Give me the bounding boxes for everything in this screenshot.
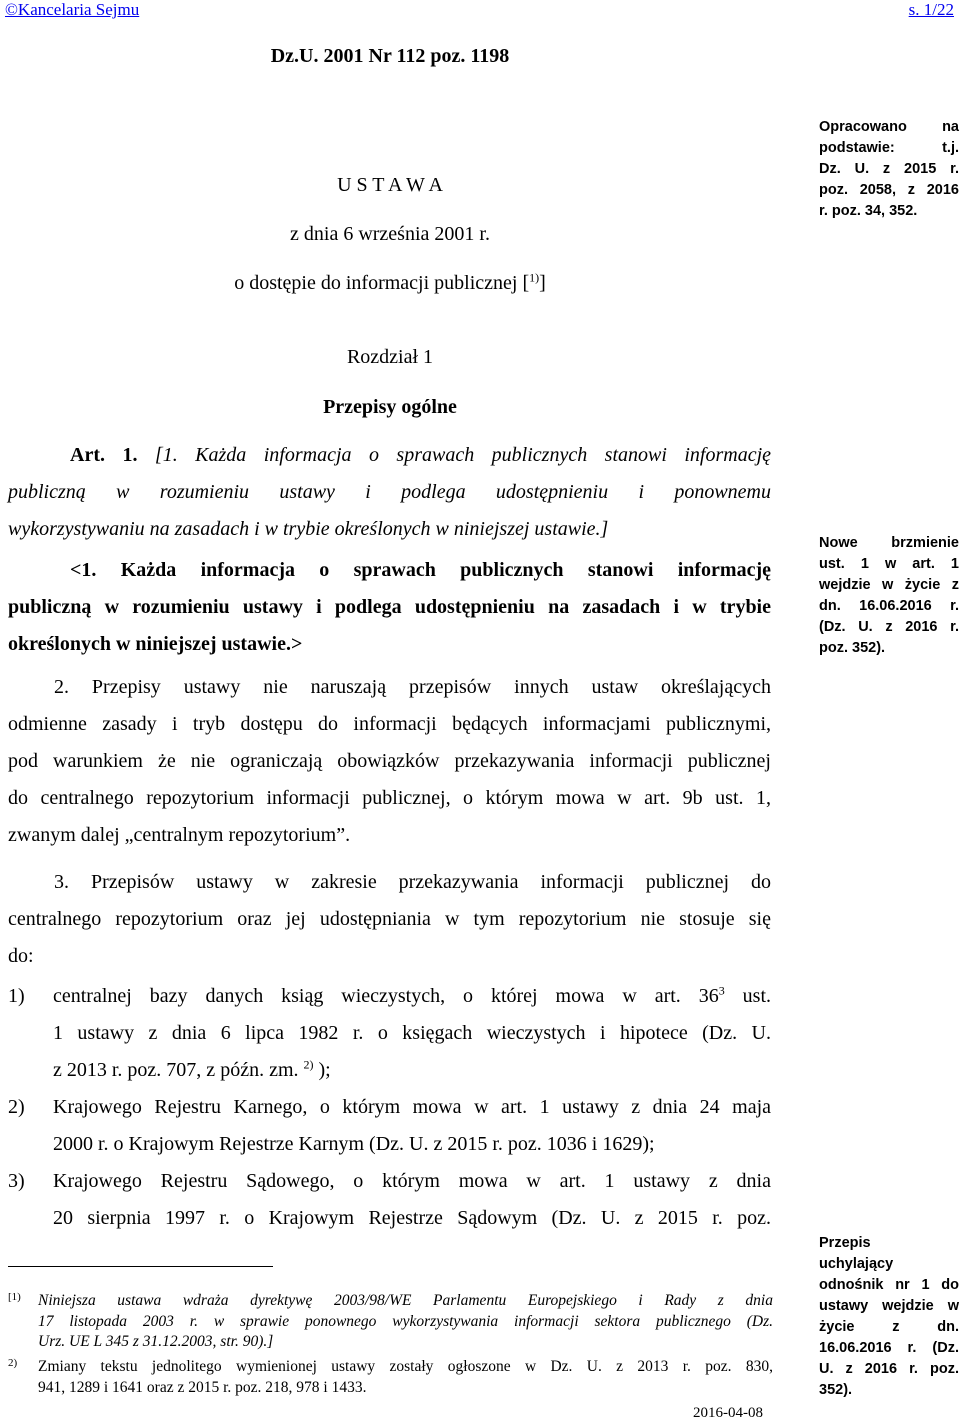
side-note-repeal [819, 1233, 959, 1401]
superscript-3: 3 [718, 983, 725, 998]
art1-ust2-line: zwanym dalej „centralnym repozytorium”. [8, 824, 351, 846]
footnote-1-body [38, 1291, 773, 1353]
footer-date: 2016-04-08 [693, 1405, 763, 1421]
side-note-line: odnośnik nr 1 do [819, 1277, 959, 1293]
art1-ust2-line: do centralnego repozytorium informacji publicznej, o którym mowa w art. 9b ust. 1, [8, 787, 771, 809]
art1-ust3-line: 3. Przepisów ustawy w zakresie przekazywania informacji publicznej do [54, 871, 771, 893]
side-note-line: poz. 352). [819, 640, 886, 656]
header-source-link[interactable]: ©Kancelaria Sejmu [5, 0, 140, 19]
list-item-text: centralnej bazy danych ksiąg wieczystych, o której mowa w art. 36 [53, 985, 719, 1007]
footnote-2 [8, 1357, 773, 1398]
art1-ust2-line: odmienne zasady i tryb dostępu do informacji będących informacjami publicznymi, [8, 713, 771, 735]
list-item-number: 1) [8, 985, 25, 1007]
side-note-line: podstawie: t.j. [819, 140, 959, 156]
list-item-line: Krajowego Rejestru Sądowego, o którym mowa w art. 1 ustawy z dnia [53, 1170, 771, 1192]
footnote-divider [8, 1266, 273, 1267]
footnote-2-body [38, 1357, 773, 1398]
side-note-line: Opracowano na [819, 119, 959, 135]
side-note-new-wording [819, 533, 959, 659]
side-note-line: ust. 1 w art. 1 [819, 556, 959, 572]
footnote-2-mark: 2) [8, 1357, 18, 1369]
act-subject [0, 272, 780, 295]
list-item [8, 1163, 771, 1237]
side-note-line: ustawy wejdzie w [819, 1298, 959, 1314]
art1-ust1-old [8, 437, 771, 548]
list-item [8, 1089, 771, 1163]
side-note-line: 16.06.2016 r. (Dz. [819, 1340, 959, 1356]
art1-ust2 [8, 669, 771, 854]
act-subject-bracket: ] [539, 272, 546, 294]
act-subject-text: o dostępie do informacji publicznej [ [234, 272, 530, 294]
list-item-line: 2000 r. o Krajowym Rejestrze Karnym (Dz. U. z 2015 r. poz. 1036 i 1629); [53, 1133, 655, 1155]
list-item-line [53, 978, 771, 1015]
footnote-1 [8, 1291, 773, 1353]
art1-new-line: określonych w niniejszej ustawie.> [8, 633, 303, 655]
art1-ust2-line: pod warunkiem że nie ograniczają obowiązków przekazywania informacji publicznej [8, 750, 771, 772]
side-note-line: Przepis [819, 1235, 871, 1251]
art1-ust3-line: centralnego repozytorium oraz jej udostępniania w tym repozytorium nie stosuje się [8, 908, 771, 930]
page-number-link[interactable]: s. 1/22 [908, 0, 954, 19]
art1-new-line: publiczną w rozumieniu ustawy i podlega udostępnieniu na zasadach i w trybie [8, 596, 771, 618]
journal-citation: Dz.U. 2001 Nr 112 poz. 1198 [270, 45, 510, 67]
footnote-line: Urz. UE L 345 z 31.12.2003, str. 90).] [38, 1333, 274, 1350]
chapter-label: Rozdział 1 [346, 346, 434, 368]
list-item-line [53, 1052, 771, 1089]
art1-ust3 [8, 864, 771, 975]
side-note-line: wejdzie w życie z [819, 577, 959, 593]
art1-ust1-new [8, 552, 771, 663]
footnote-ref-2[interactable]: 2) [303, 1057, 314, 1072]
list-item [8, 978, 771, 1089]
side-note-line: Nowe brzmienie [819, 535, 959, 551]
list-item-line: 20 sierpnia 1997 r. o Krajowym Rejestrze Sądowym (Dz. U. z 2015 r. poz. [53, 1207, 771, 1229]
side-note-line: (Dz. U. z 2016 r. [819, 619, 959, 635]
art1-line-1 [8, 437, 771, 474]
footnote-1-mark: [1) [8, 1291, 21, 1303]
art1-ust3-line: do: [8, 945, 34, 967]
footnote-line: 17 listopada 2003 r. w sprawie ponownego wykorzystywania informacji sektora publicznego (Dz. [38, 1312, 773, 1330]
side-note-line: Dz. U. z 2015 r. [819, 161, 959, 177]
side-note-line: dn. 16.06.2016 r. [819, 598, 959, 614]
side-note-line: r. poz. 34, 352. [819, 203, 918, 219]
art1-ust2-line: 2. Przepisy ustawy nie naruszają przepisów innych ustaw określających [54, 676, 771, 698]
list-item-text: ust. [724, 985, 771, 1007]
exclusion-list [8, 978, 771, 1237]
act-date: z dnia 6 września 2001 r. [290, 223, 490, 245]
list-item-text: ); [313, 1059, 331, 1081]
side-note-line: U. z 2016 r. poz. [819, 1361, 959, 1377]
article-label: Art. 1. [70, 444, 138, 466]
list-item-number: 2) [8, 1096, 25, 1118]
act-type-heading: U S T A W A [337, 174, 443, 196]
footnote-line: Zmiany tekstu jednolitego wymienionej ustawy zostały ogłoszone w Dz. U. z 2013 r. poz. 830, [38, 1358, 773, 1375]
chapter-title: Przepisy ogólne [323, 396, 457, 418]
list-item-number: 3) [8, 1170, 25, 1192]
art1-old-line: publiczną w rozumieniu ustawy i podlega udostępnieniu i ponownemu [8, 481, 771, 503]
side-note-line: poz. 2058, z 2016 [819, 182, 959, 198]
art1-old-text: [1. Każda informacja o sprawach publicznych stanowi informację [154, 444, 772, 466]
side-note-source [819, 117, 959, 222]
footnote-line: Niniejsza ustawa wdraża dyrektywę 2003/98/WE Parlamentu Europejskiego i Rady z dnia [38, 1292, 773, 1309]
footnote-ref-1[interactable]: 1) [529, 270, 540, 285]
art1-old-line: wykorzystywaniu na zasadach i w trybie określonych w niniejszej ustawie.] [8, 518, 609, 540]
side-note-line: 352). [819, 1382, 853, 1398]
list-item-line: 1 ustawy z dnia 6 lipca 1982 r. o księgach wieczystych i hipotece (Dz. U. [53, 1022, 771, 1044]
art1-new-line: <1. Każda informacja o sprawach publicznych stanowi informację [70, 559, 771, 581]
list-item-text: z 2013 r. poz. 707, z późn. zm. [53, 1059, 299, 1081]
side-note-line: życie z dn. [819, 1319, 959, 1335]
footnote-line: 941, 1289 i 1641 oraz z 2015 r. poz. 218, 978 i 1433. [38, 1378, 367, 1396]
side-note-line: uchylający [819, 1256, 894, 1272]
list-item-line: Krajowego Rejestru Karnego, o którym mowa w art. 1 ustawy z dnia 24 maja [53, 1096, 771, 1118]
